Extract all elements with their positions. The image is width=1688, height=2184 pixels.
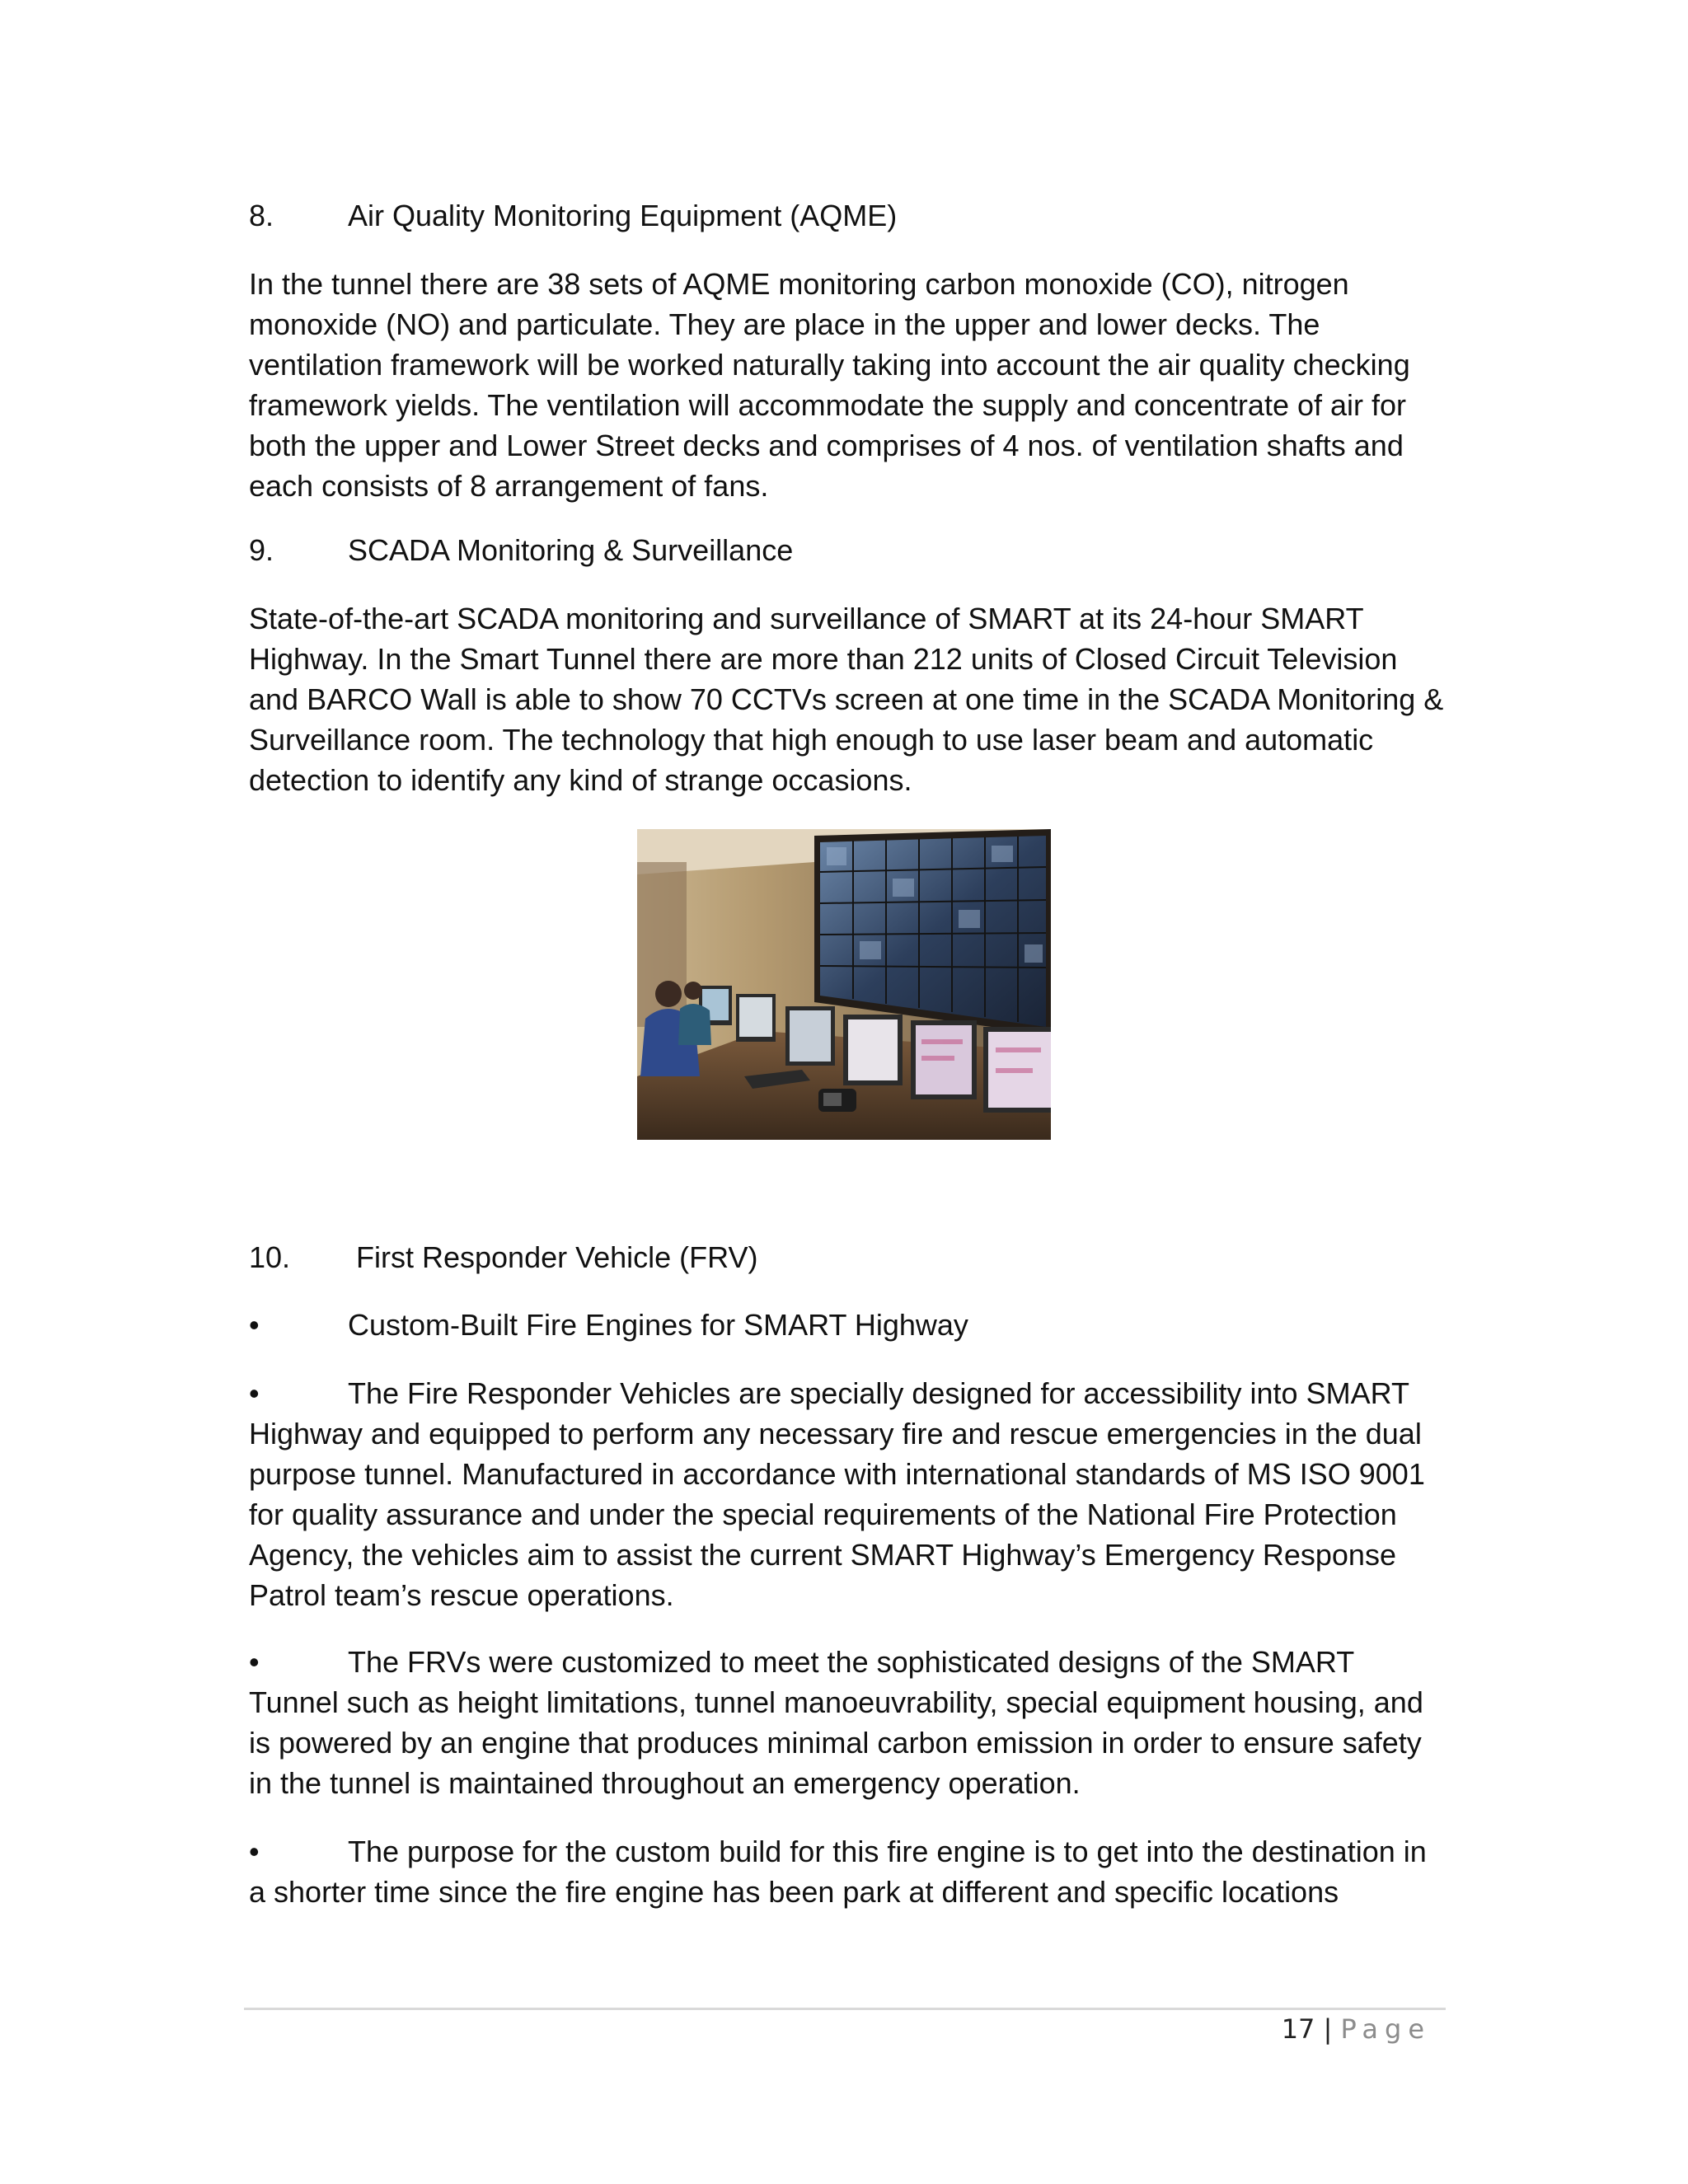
section-number: 8.: [249, 199, 274, 232]
footer-separator: |: [1323, 2013, 1333, 2045]
section-9-heading: [249, 531, 793, 570]
section-title: First Responder Vehicle (FRV): [356, 1240, 758, 1274]
section-title: Air Quality Monitoring Equipment (AQME): [348, 199, 898, 232]
page-label: Page: [1340, 2013, 1431, 2045]
section-number: 9.: [249, 533, 274, 567]
bullet-text: The FRVs were customized to meet the sophisticated designs of the SMART Tunnel such as height limitations, tunnel manoeuvrability, special equipment housing, and is powered by an engine that produces minimal carbon emission in order to ensure safety in the tunnel is maintained throughout an emergency operation.: [249, 1645, 1423, 1800]
bullet-text: The Fire Responder Vehicles are specially designed for accessibility into SMART Highway and equipped to perform any necessary fire and rescue emergencies in the dual purpose tunnel. Manufactured in accordance with international standards of MS ISO 9001 for quality assurance and under the special requirements of the National Fire Protection Agency, the vehicles aim to assist the current SMART Highway’s Emergency Response Patrol team’s rescue operations.: [249, 1376, 1425, 1612]
bullet-symbol: •: [249, 1308, 260, 1342]
section-8-heading: [249, 196, 897, 236]
bullet-item: [249, 1831, 1444, 1912]
section-title: SCADA Monitoring & Surveillance: [348, 533, 794, 567]
section-number: 10.: [249, 1240, 291, 1274]
bullet-symbol: •: [249, 1835, 260, 1868]
page-number: 17: [1281, 2013, 1315, 2045]
bullet-item: [249, 1642, 1444, 1803]
footer-divider: [244, 2008, 1446, 2010]
section-10-heading: [249, 1238, 758, 1277]
scada-control-room-photo: [637, 829, 1051, 1140]
section-8-paragraph: In the tunnel there are 38 sets of AQME monitoring carbon monoxide (CO), nitrogen monoxide (NO) and particulate. They are place in the upper and lower decks. The ventilation framework will be worked naturally taking into account the air quality checking framework yields. The ventilation will accommodate the supply and concentrate of air for both the upper and Lower Street decks and comprises of 4 nos. of ventilation shafts and each consists of 8 arrangement of fans.: [249, 267, 1410, 503]
bullet-text: Custom-Built Fire Engines for SMART Highway: [348, 1308, 968, 1342]
bullet-item: [249, 1373, 1444, 1615]
page-footer: [1282, 2011, 1431, 2047]
section-9-paragraph: State-of-the-art SCADA monitoring and surveillance of SMART at its 24-hour SMART Highway. In the Smart Tunnel there are more than 212 units of Closed Circuit Television and BARCO Wall is able to show 70 CCTVs screen at one time in the SCADA Monitoring & Surveillance room. The technology that high enough to use laser beam and automatic detection to identify any kind of strange occasions.: [249, 602, 1444, 797]
bullet-text: The purpose for the custom build for this fire engine is to get into the destination in a shorter time since the fire engine has been park at different and specific locations: [249, 1835, 1427, 1909]
bullet-item: [249, 1305, 968, 1345]
bullet-symbol: •: [249, 1645, 260, 1679]
bullet-symbol: •: [249, 1376, 260, 1410]
